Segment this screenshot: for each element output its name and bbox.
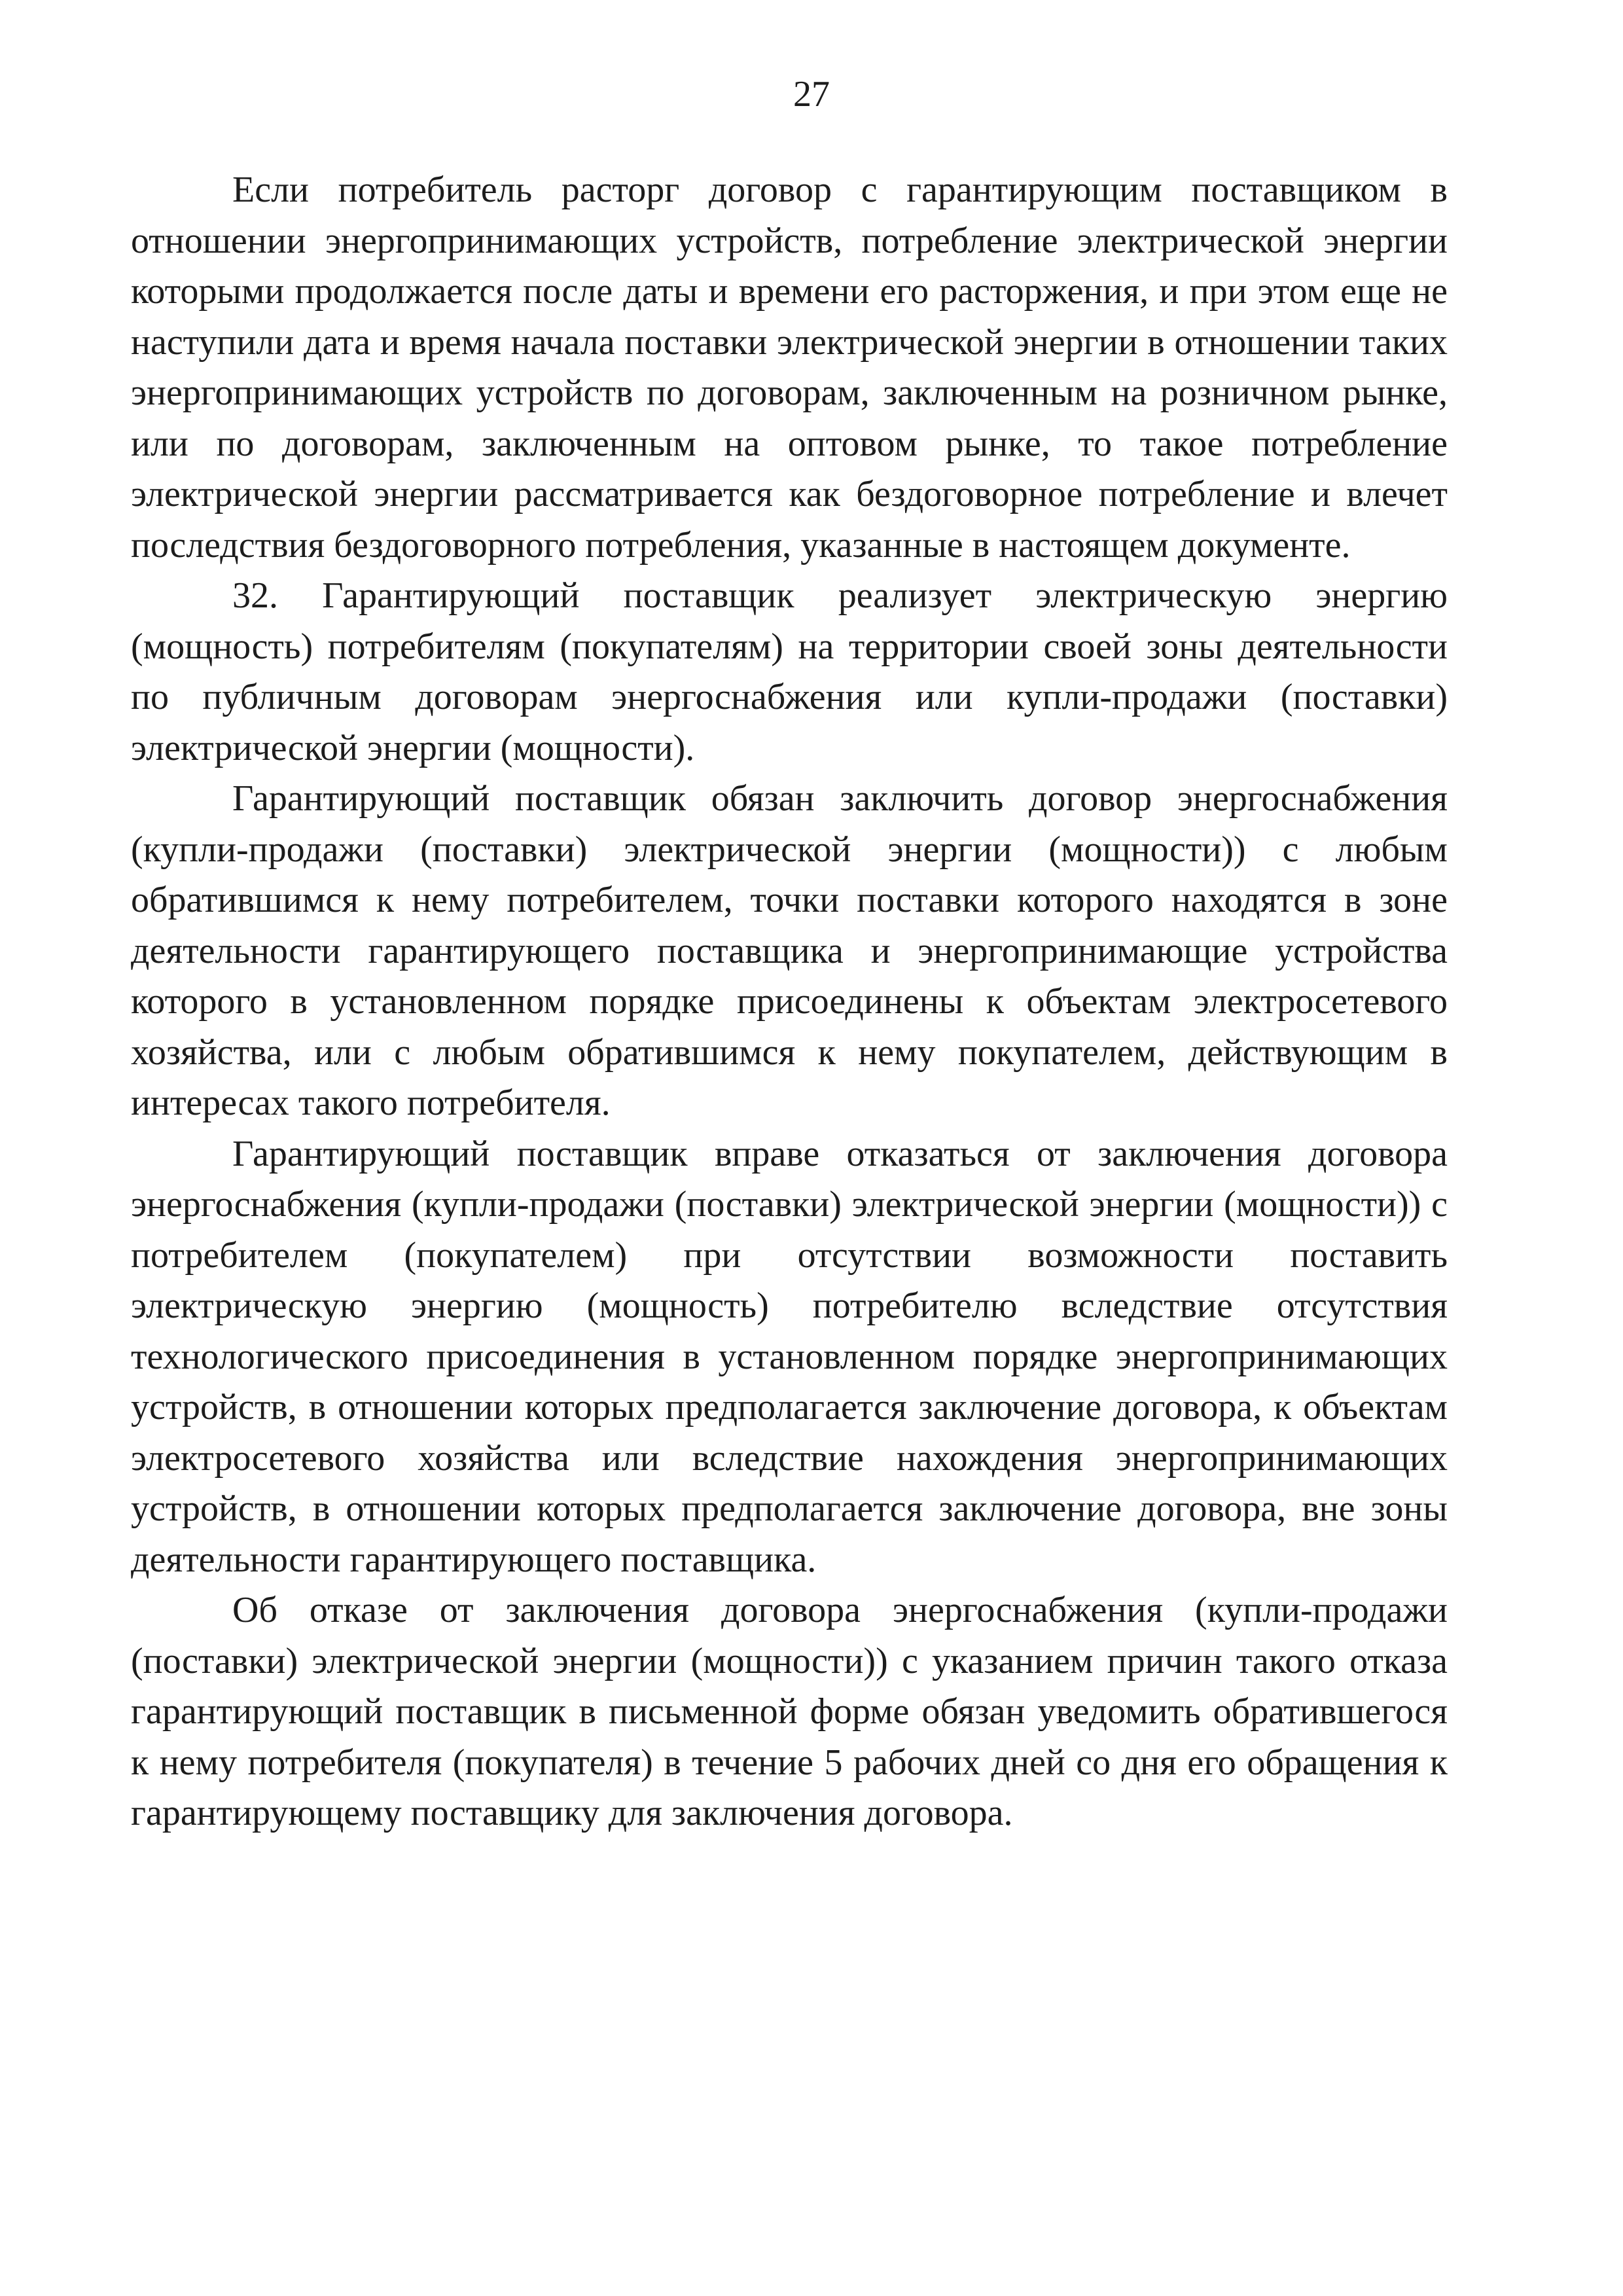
paragraph-contract-termination: Если потребитель расторг договор с гарантирующим поставщиком в отношении энергопринимающих устройств, потребление электрической энергии которыми продолжается после даты и времени его расторжения, и при этом еще не наступили дата и время начала поставки электрической энергии в отношении таких энергопринимающих устройств по договорам, заключенным на розничном рынке, или по договорам, заключенным на оптовом рынке, то такое потребление электрической энергии рассматривается как бездоговорное потребление и влечет последствия бездоговорного потребления, указанные в настоящем документе. xyxy=(131,170,1448,565)
paragraph-clause-32: 32. Гарантирующий поставщик реализует электрическую энергию (мощность) потребителям (покупателям) на территории своей зоны деятельности по публичным договорам энергоснабжения или купли-продажи (поставки) электрической энергии (мощности). xyxy=(131,575,1448,768)
paragraph-obligation-to-contract: Гарантирующий поставщик обязан заключить договор энергоснабжения (купли-продажи (поставки) электрической энергии (мощности)) с любым обратившимся к нему потребителем, точки поставки которого находятся в зоне деятельности гарантирующего поставщика и энергопринимающие устройства которого в установленном порядке присоединены к объектам электросетевого хозяйства, или с любым обратившимся к нему покупателем, действующим в интересах такого потребителя. xyxy=(131,778,1448,1123)
page-number: 27 xyxy=(793,74,830,115)
document-body xyxy=(131,165,1448,1839)
paragraph-refusal-notice: Об отказе от заключения договора энергоснабжения (купли-продажи (поставки) электрической энергии (мощности)) с указанием причин такого отказа гарантирующий поставщик в письменной форме обязан уведомить обратившегося к нему потребителя (покупателя) в течение 5 рабочих дней со дня его обращения к гарантирующему поставщику для заключения договора. xyxy=(131,1590,1448,1833)
paragraph-right-to-refuse: Гарантирующий поставщик вправе отказаться от заключения договора энергоснабжения (купли-продажи (поставки) электрической энергии (мощности)) с потребителем (покупателем) при отсутствии возможности поставить электрическую энергию (мощность) потребителю вследствие отсутствия технологического присоединения в установленном порядке энергопринимающих устройств, в отношении которых предполагается заключение договора, к объектам электросетевого хозяйства или вследствие нахождения энергопринимающих устройств, в отношении которых предполагается заключение договора, вне зоны деятельности гарантирующего поставщика. xyxy=(131,1133,1448,1580)
